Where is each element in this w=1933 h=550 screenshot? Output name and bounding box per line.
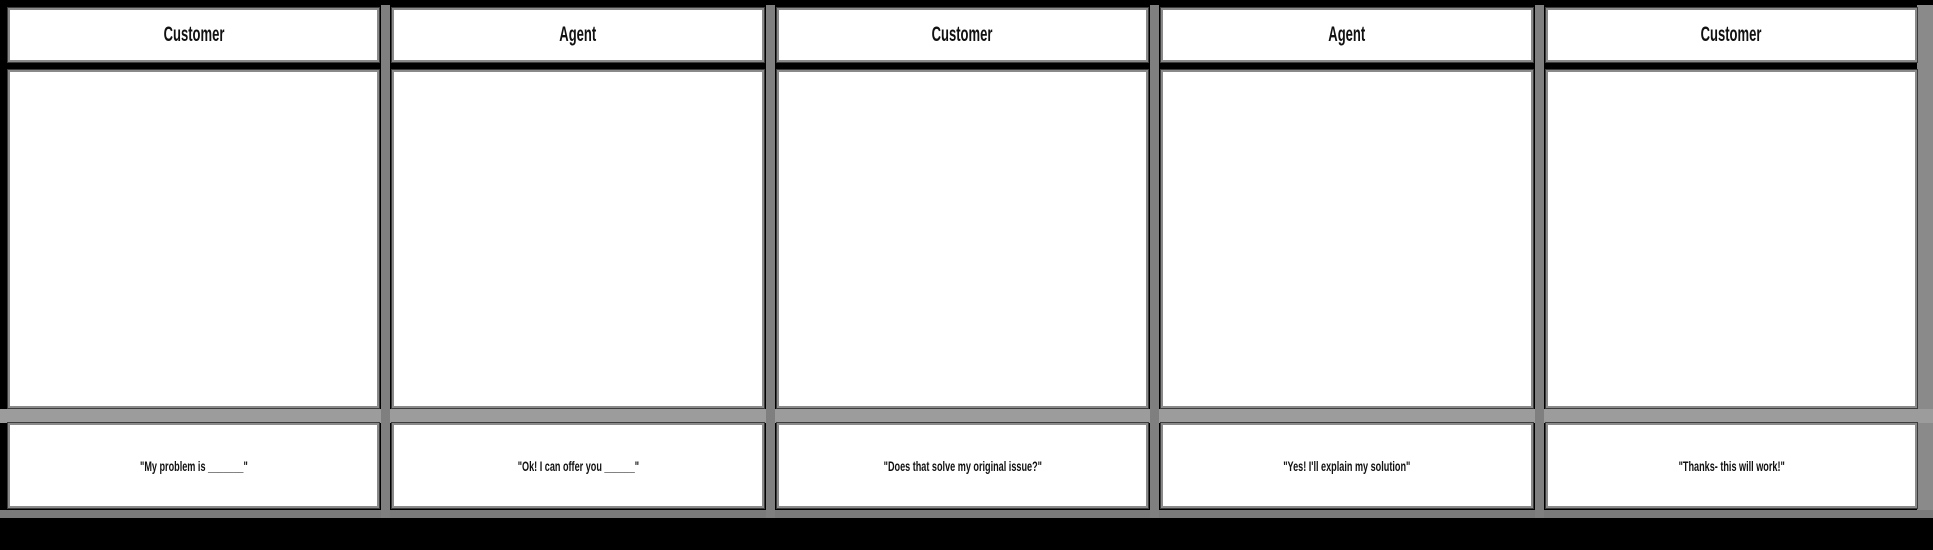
panel-5-title-label: Customer xyxy=(1700,23,1762,46)
panel-5-image-cell[interactable] xyxy=(1546,70,1917,408)
panel-3-title-label: Customer xyxy=(932,23,993,46)
panel-2-title-label: Agent xyxy=(559,23,597,46)
panel-3-caption-cell[interactable] xyxy=(777,423,1148,508)
panel-4-image-cell[interactable] xyxy=(1161,70,1532,408)
panel-3-image-cell[interactable] xyxy=(777,70,1148,408)
column-divider xyxy=(1148,0,1161,550)
panel-1-caption-cell[interactable] xyxy=(8,423,379,508)
panel-2-image-cell[interactable] xyxy=(392,70,763,408)
panel-1-image-cell[interactable] xyxy=(8,70,379,408)
panel-4-caption-label: "Yes! I'll explain my solution" xyxy=(1283,457,1411,474)
panel-5-caption-label: "Thanks- this will work!" xyxy=(1678,457,1785,474)
panel-column-3 xyxy=(777,0,1148,550)
panel-column-5 xyxy=(1546,0,1917,550)
right-edge-bar xyxy=(1917,5,1933,518)
panel-4-title-label: Agent xyxy=(1328,23,1366,46)
panel-2-caption-label: "Ok! I can offer you ______" xyxy=(517,457,639,474)
panel-1-caption-label: "My problem is _______" xyxy=(139,457,248,474)
panel-3-title-cell[interactable] xyxy=(777,8,1148,62)
column-divider xyxy=(379,0,392,550)
panel-column-2 xyxy=(392,0,763,550)
panel-column-4 xyxy=(1161,0,1532,550)
panel-3-caption-label: "Does that solve my original issue?" xyxy=(883,457,1042,474)
panel-1-title-cell[interactable] xyxy=(8,8,379,62)
panel-column-1 xyxy=(8,0,379,550)
panel-2-title-cell[interactable] xyxy=(392,8,763,62)
panel-1-title-label: Customer xyxy=(163,23,225,46)
column-divider xyxy=(1533,0,1546,550)
panel-5-caption-cell[interactable] xyxy=(1546,423,1917,508)
column-divider xyxy=(764,0,777,550)
panel-4-caption-cell[interactable] xyxy=(1161,423,1532,508)
panel-2-caption-cell[interactable] xyxy=(392,423,763,508)
panel-5-title-cell[interactable] xyxy=(1546,8,1917,62)
panel-4-title-cell[interactable] xyxy=(1161,8,1532,62)
